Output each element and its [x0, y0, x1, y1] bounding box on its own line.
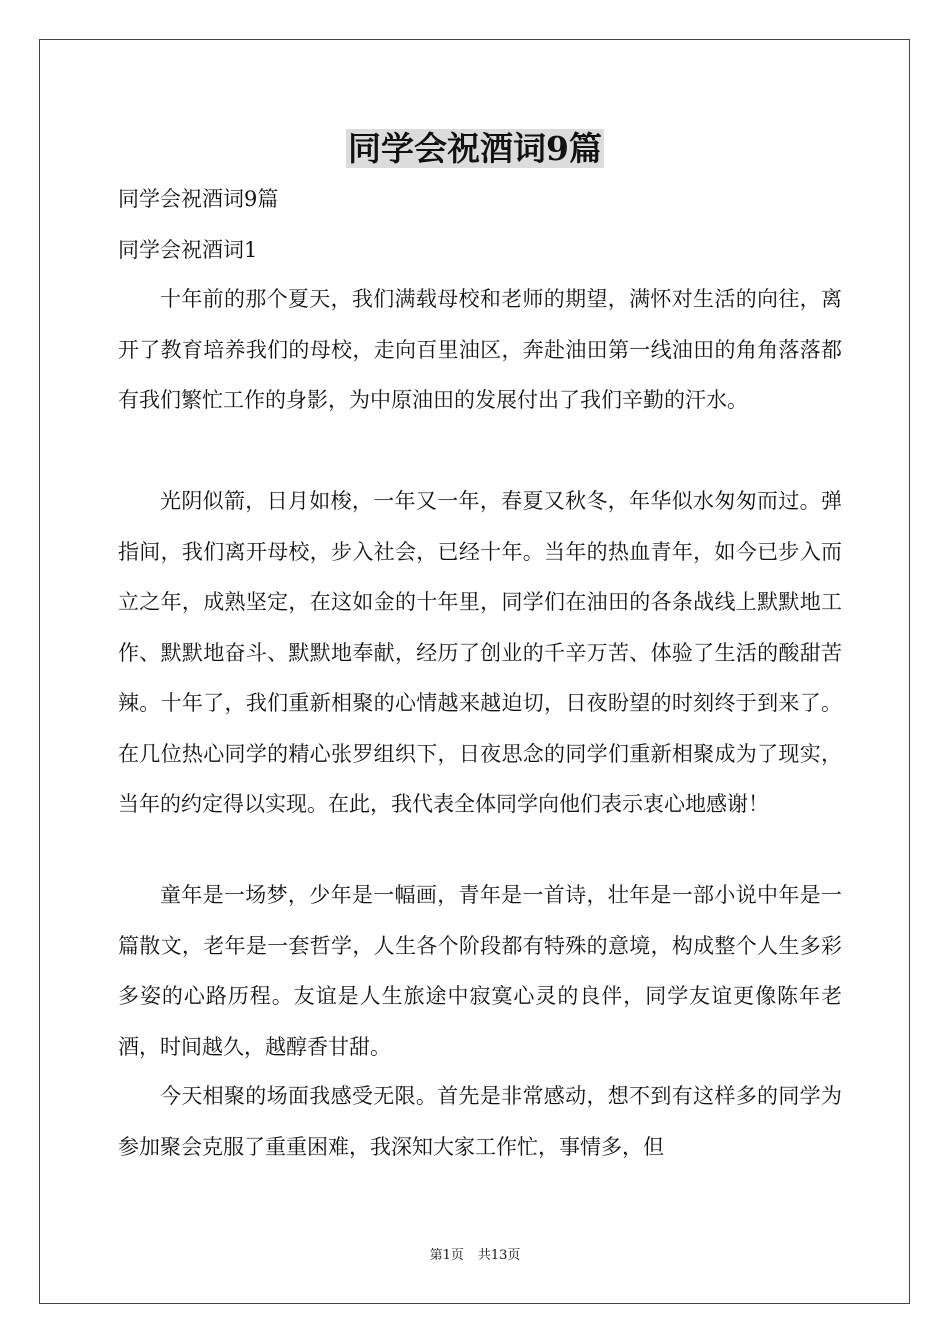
paragraph-2: 光阴似箭，日月如梭，一年又一年，春夏又秋冬，年华似水匆匆而过。弹指间，我们离开母校，步入社会，已经十年。当年的热血青年，如今已步入而立之年，成熟坚定，在这如金的十年里，同学们在油田的各条战线上默默地工作、默默地奋斗、默默地奉献，经历了创业的千辛万苦、体验了生活的酸甜苦辣。十年了，我们重新相聚的心情越来越迫切，日夜盼望的时刻终于到来了。在几位热心同学的精心张罗组织下，日夜思念的同学们重新相聚成为了现实，当年的约定得以实现。在此，我代表全体同学向他们表示衷心地感谢！ — [118, 489, 842, 816]
section-heading: 同学会祝酒词1 — [118, 238, 258, 262]
page-footer — [0, 1247, 950, 1265]
document-title-text: 同学会祝酒词9篇 — [348, 129, 602, 168]
subtitle-line: 同学会祝酒词9篇 — [118, 187, 279, 211]
paragraph-4: 今天相聚的场面我感受无限。首先是非常感动，想不到有这样多的同学为参加聚会克服了重重困难，我深知大家工作忙，事情多，但 — [118, 1084, 842, 1159]
page-number: 第1页 — [429, 1248, 464, 1263]
document-title — [0, 128, 950, 170]
total-pages: 共13页 — [477, 1248, 521, 1263]
paragraph-3: 童年是一场梦，少年是一幅画，青年是一首诗，壮年是一部小说中年是一篇散文，老年是一套哲学，人生各个阶段都有特殊的意境，构成整个人生多彩多姿的心路历程。友谊是人生旅途中寂寞心灵的良伴，同学友谊更像陈年老酒，时间越久，越醇香甘甜。 — [118, 883, 842, 1059]
paragraph-1: 十年前的那个夏天，我们满载母校和老师的期望，满怀对生活的向往，离开了教育培养我们的母校，走向百里油区，奔赴油田第一线油田的角角落落都有我们繁忙工作的身影，为中原油田的发展付出了我们辛勤的汗水。 — [118, 287, 842, 412]
